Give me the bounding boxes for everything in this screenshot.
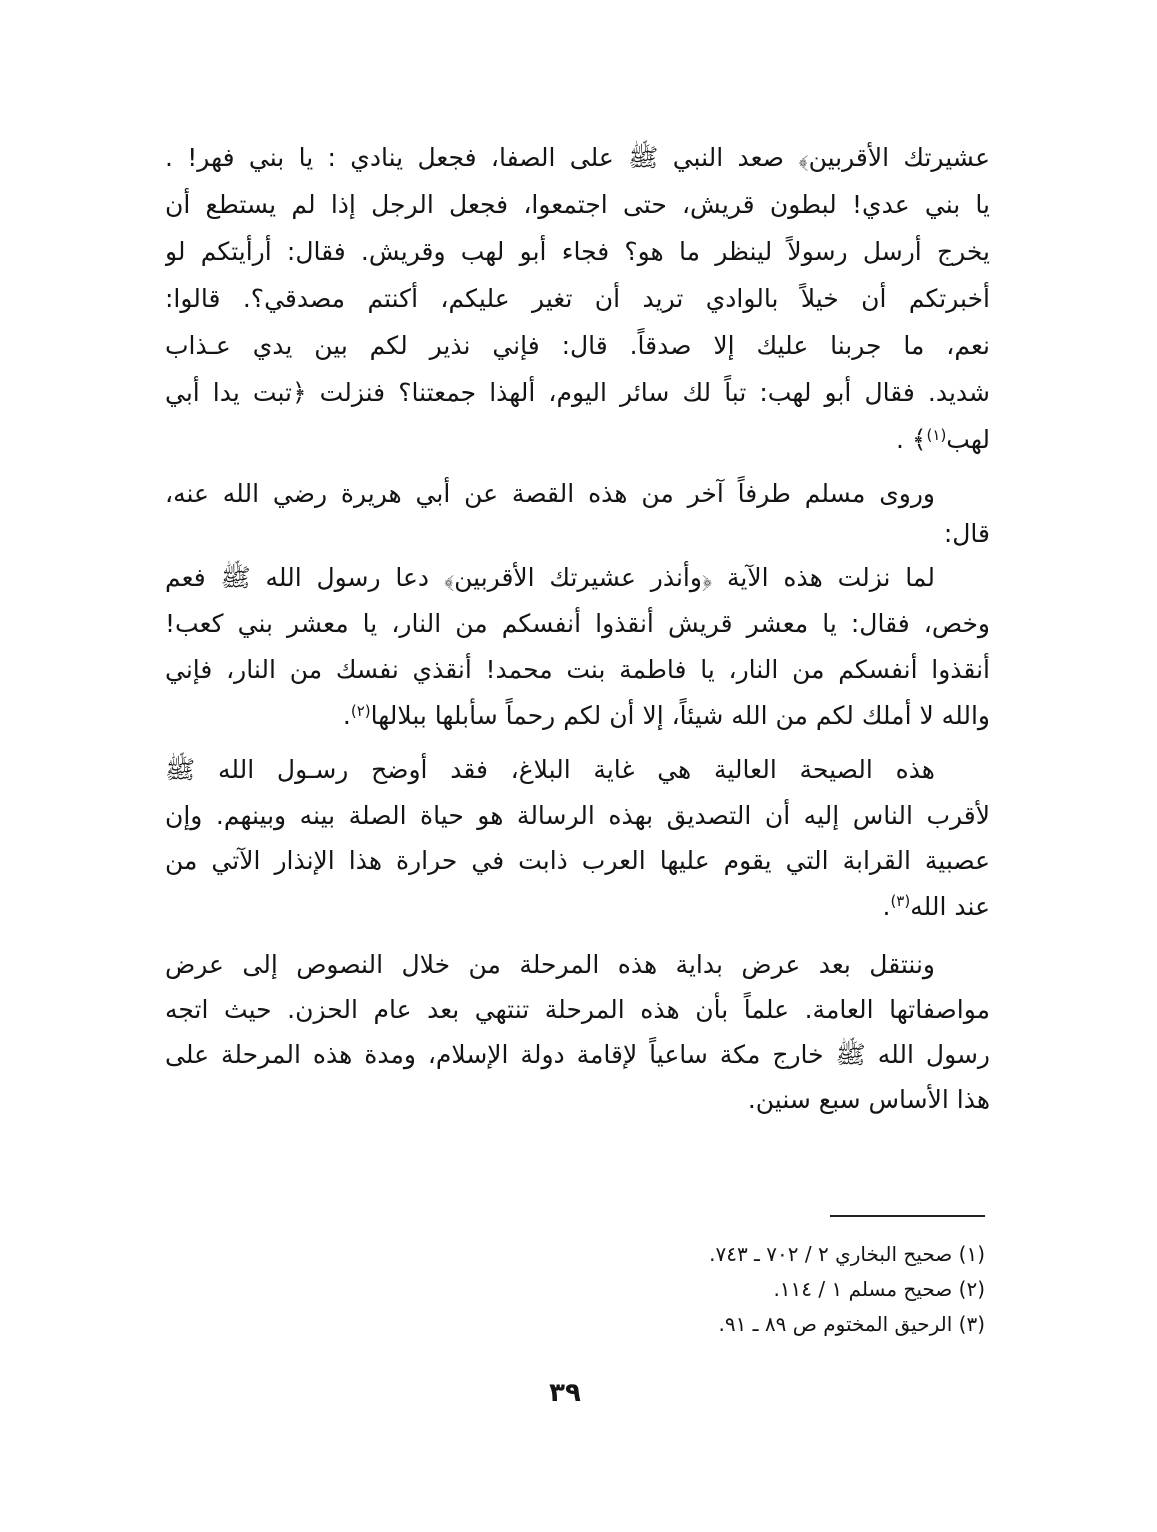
line-text: لهب bbox=[946, 425, 990, 454]
paragraph-5 bbox=[165, 942, 990, 1122]
footnote-ref-2: (٢) bbox=[350, 701, 371, 720]
text-line: وننتقل بعد عرض بداية هذه المرحلة من خلال النصوص إلى عرض bbox=[165, 950, 935, 979]
text-line: قال: bbox=[943, 519, 990, 548]
text-line: وروى مسلم طرفاً آخر من هذه القصة عن أبي هريرة رضي الله عنه، bbox=[165, 479, 935, 508]
paragraph-4 bbox=[165, 747, 990, 929]
paragraph-2 bbox=[165, 474, 990, 554]
footnote-separator bbox=[830, 1215, 985, 1217]
text-line: هذا الأساس سبع سنين. bbox=[747, 1085, 990, 1114]
footnote: (٢) صحيح مسلم ١ / ١١٤. bbox=[773, 1277, 985, 1301]
text-line: لأقرب الناس إليه أن التصديق بهذه الرسالة هو حياة الصلة بينه وبينهم. وإن bbox=[165, 800, 990, 830]
page-number: ٣٩ bbox=[549, 1378, 581, 1408]
footnote: (٣) الرحيق المختوم ص ٨٩ ـ ٩١. bbox=[718, 1312, 985, 1336]
line-tail: . bbox=[882, 891, 891, 921]
footnote-ref-1: (١) bbox=[926, 425, 947, 444]
line-tail: ﴾ . bbox=[895, 425, 927, 454]
text-line: عصبية القرابة التي يقوم عليها العرب ذابت في حرارة هذا الإنذار الآتي من bbox=[165, 846, 990, 875]
line-tail: . bbox=[342, 701, 351, 730]
paragraph-3 bbox=[165, 555, 990, 739]
footnote-ref-3: (٣) bbox=[890, 892, 911, 911]
text-line: هذه الصيحة العالية هي غاية البلاغ، فقد أوضح رسـول الله ﷺ bbox=[165, 755, 935, 784]
text-line: يا بني عدي! لبطون قريش، حتى اجتمعوا، فجعل الرجل إذا لم يستطع أن bbox=[165, 190, 990, 219]
text-line: مواصفاتها العامة. علماً بأن هذه المرحلة تنتهي بعد عام الحزن. حيث اتجه bbox=[165, 995, 990, 1024]
text-line: وخص، فقال: يا معشر قريش أنقذوا أنفسكم من النار، يا معشر بني كعب! bbox=[165, 609, 990, 638]
text-line: أنقذوا أنفسكم من النار، يا فاطمة بنت محمد! أنقذي نفسك من النار، فإني bbox=[165, 655, 990, 684]
text-line: عشيرتك الأقربين﴾ صعد النبي ﷺ على الصفا، فجعل ينادي : يا بني فهر! . bbox=[165, 143, 990, 172]
text-line: أخبرتكم أن خيلاً بالوادي تريد أن تغير عليكم، أكنتم مصدقي؟. قالوا: bbox=[165, 284, 990, 313]
text-line: يخرج أرسل رسولاً لينظر ما هو؟ فجاء أبو لهب وقريش. فقال: أرأيتكم لو bbox=[165, 237, 990, 266]
text-line: نعم، ما جربنا عليك إلا صدقاً. قال: فإني نذير لكم بين يدي عـذاب bbox=[165, 331, 990, 360]
text-line: شديد. فقال أبو لهب: تباً لك سائر اليوم، ألهذا جمعتنا؟ فنزلت ﴿تبت يدا أبي bbox=[165, 378, 990, 407]
line-text: والله لا أملك لكم من الله شيئاً، إلا أن لكم رحماً سأبلها ببلالها bbox=[370, 701, 990, 730]
line-text: عند الله bbox=[910, 891, 990, 921]
text-line: رسول الله ﷺ خارج مكة ساعياً لإقامة دولة الإسلام، ومدة هذه المرحلة على bbox=[165, 1040, 990, 1069]
footnote: (١) صحيح البخاري ٢ / ٧٠٢ ـ ٧٤٣. bbox=[709, 1242, 985, 1266]
text-line bbox=[165, 693, 990, 739]
footnotes bbox=[520, 1237, 985, 1342]
text-line bbox=[165, 416, 990, 463]
paragraph-1 bbox=[165, 134, 990, 463]
text-line bbox=[165, 884, 990, 930]
text-line: لما نزلت هذه الآية ﴿وأنذر عشيرتك الأقربين﴾ دعا رسول الله ﷺ فعم bbox=[165, 563, 935, 592]
